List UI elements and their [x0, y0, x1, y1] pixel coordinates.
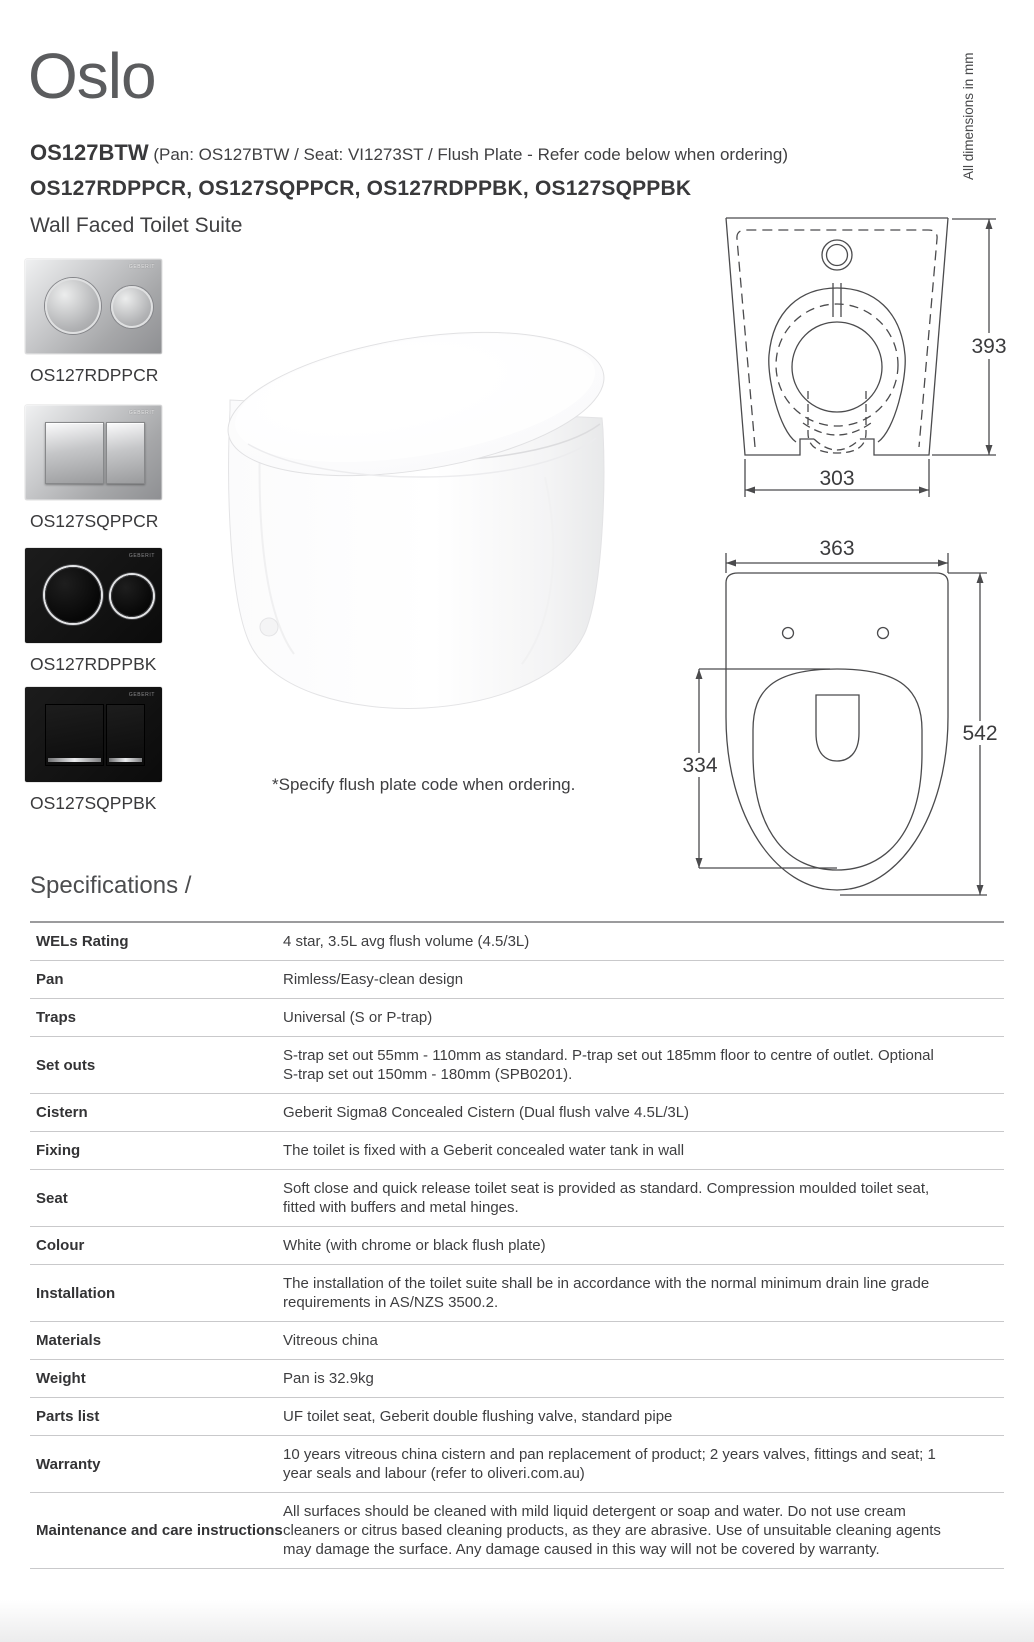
- spec-value: The installation of the toilet suite shall be in accordance with the normal minimum drain line grade requirements in AS/NZS 3500.2.: [283, 1275, 930, 1311]
- spec-value: Geberit Sigma8 Concealed Cistern (Dual flush valve 4.5L/3L): [283, 1104, 690, 1121]
- spec-label: Colour: [36, 1237, 85, 1254]
- geberit-logo: GEBERIT: [128, 692, 155, 698]
- spec-label: Materials: [36, 1332, 102, 1349]
- spec-label: Fixing: [36, 1142, 81, 1159]
- flush-plate-card: [25, 548, 162, 675]
- flush-plate-image-black-square: [25, 687, 162, 782]
- spec-value: Universal (S or P-trap): [283, 1009, 433, 1026]
- flush-plate-card: [25, 259, 162, 386]
- plan-width-dim: 363: [819, 537, 855, 560]
- variant-product-codes: OS127RDPPCR, OS127SQPPCR, OS127RDPPBK, OS127SQPPBK: [30, 177, 692, 200]
- flush-button-right: [106, 704, 145, 766]
- spec-label: Maintenance and care instructions: [36, 1522, 283, 1539]
- spec-value: 4 star, 3.5L avg flush volume (4.5/3L): [283, 933, 530, 950]
- spec-label: Installation: [36, 1284, 116, 1302]
- spec-value: White (with chrome or black flush plate): [283, 1237, 546, 1254]
- spec-label: Pan: [36, 971, 64, 988]
- flush-button-big: [45, 567, 101, 623]
- spec-row: [30, 1436, 1004, 1493]
- flush-plate-image-chrome-square: [25, 405, 162, 500]
- spec-value: Rimless/Easy-clean design: [283, 971, 464, 988]
- spec-value: Vitreous china: [283, 1332, 378, 1349]
- page-bottom-shadow: [0, 1600, 1034, 1642]
- product-code-line: [30, 136, 788, 169]
- product-codes: [30, 136, 788, 241]
- spec-value: All surfaces should be cleaned with mild liquid detergent or soap and water. Do not use cream cleaners or citrus based cleaning products, as they are abrasive. Use of unsuitable cleaning agents may damage the surface. Any damage caused in this way will not be covered by warranty.: [283, 1503, 941, 1558]
- spec-label: Weight: [36, 1370, 86, 1387]
- spec-row: [30, 1132, 1004, 1170]
- spec-value: Pan is 32.9kg: [283, 1370, 374, 1387]
- spec-value: 10 years vitreous china cistern and pan replacement of product; 2 years valves, fittings and seat; 1 year seals and labour (refer to oliveri.com.au): [283, 1446, 936, 1482]
- product-subtitle: Wall Faced Toilet Suite: [30, 213, 243, 237]
- flush-plate-code: OS127RDPPBK: [30, 654, 157, 674]
- rear-width-dim: 303: [819, 467, 855, 490]
- flush-plate-code: OS127SQPPCR: [30, 511, 159, 531]
- plan-seat-depth-dim: 334: [682, 754, 718, 777]
- spec-label: Set outs: [36, 1056, 96, 1074]
- spec-label: Cistern: [36, 1104, 88, 1121]
- spec-row: [30, 1493, 1004, 1569]
- flush-button-small: [111, 575, 153, 617]
- toilet-product-photo: [200, 292, 620, 712]
- spec-label: Parts list: [36, 1408, 100, 1425]
- flush-button-left: [45, 422, 104, 484]
- spec-row: [30, 1265, 1004, 1322]
- geberit-logo: GEBERIT: [128, 264, 155, 270]
- flush-button-small: [111, 286, 153, 328]
- flush-button-left: [45, 704, 104, 766]
- toilet-fixing-cap: [260, 618, 278, 636]
- flush-button-right: [106, 422, 145, 484]
- chrome-strip: [109, 758, 142, 762]
- page-title: Oslo: [28, 40, 156, 112]
- primary-product-code: OS127BTW: [30, 140, 149, 165]
- spec-row: [30, 999, 1004, 1037]
- spec-value: UF toilet seat, Geberit double flushing valve, standard pipe: [283, 1408, 673, 1425]
- spec-label: Seat: [36, 1189, 68, 1207]
- spec-row: [30, 961, 1004, 999]
- flush-plate-code: OS127SQPPBK: [30, 793, 157, 813]
- spec-value: Soft close and quick release toilet seat is provided as standard. Compression moulded toilet seat, fitted with buffers and metal hinges.: [283, 1180, 930, 1216]
- plan-depth-dim: 542: [962, 722, 998, 745]
- flush-plate-card: [25, 687, 162, 814]
- spec-row: [30, 923, 1004, 961]
- spec-row: [30, 1037, 1004, 1094]
- geberit-logo: GEBERIT: [128, 410, 155, 416]
- flush-plate-image-chrome-round: [25, 259, 162, 354]
- spec-row: [30, 1398, 1004, 1436]
- spec-row: [30, 1170, 1004, 1227]
- flush-plate-card: [25, 405, 162, 532]
- spec-value: The toilet is fixed with a Geberit concealed water tank in wall: [283, 1142, 685, 1159]
- flush-plate-image-black-round: [25, 548, 162, 643]
- spec-value: S-trap set out 55mm - 110mm as standard. P-trap set out 185mm floor to centre of outlet. Optional S-trap set out 150mm - 180mm (SPB0201).: [283, 1047, 934, 1083]
- plan-view-drawing: [660, 505, 1034, 900]
- dimensions-note: All dimensions in mm: [961, 52, 976, 180]
- spec-row: [30, 1360, 1004, 1398]
- chrome-strip: [48, 758, 101, 762]
- spec-label: WELs Rating: [36, 933, 129, 950]
- flush-plate-code: OS127RDPPCR: [30, 365, 159, 385]
- spec-row: [30, 1094, 1004, 1132]
- rear-height-dim: 393: [971, 335, 1007, 358]
- flush-button-big: [45, 278, 101, 334]
- rear-view-drawing: [680, 195, 1034, 505]
- specifications-table: [30, 921, 1004, 1569]
- geberit-logo: GEBERIT: [128, 553, 155, 559]
- specifications-heading: Specifications /: [30, 872, 192, 899]
- spec-row: [30, 1227, 1004, 1265]
- spec-label: Warranty: [36, 1455, 101, 1473]
- spec-row: [30, 1322, 1004, 1360]
- primary-product-detail: (Pan: OS127BTW / Seat: VI1273ST / Flush Plate - Refer code below when ordering): [148, 145, 788, 164]
- spec-label: Traps: [36, 1009, 77, 1026]
- order-note: *Specify flush plate code when ordering.: [272, 775, 576, 794]
